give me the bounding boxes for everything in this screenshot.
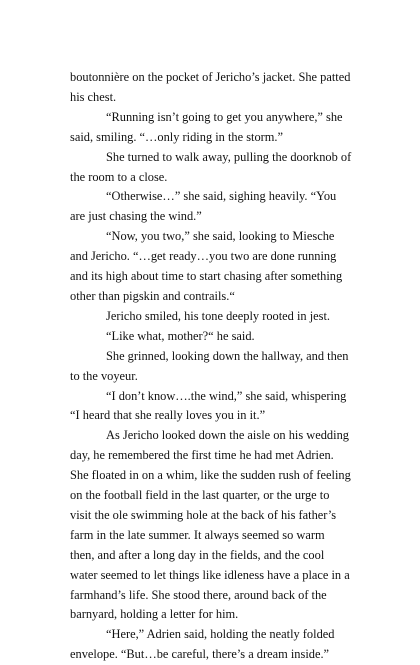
paragraph-4: “Otherwise…” she said, sighing heavily. “You are just chasing the wind.” xyxy=(70,189,337,224)
paragraph-1: boutonnière on the pocket of Jericho’s jacket. She patted his chest. xyxy=(70,70,351,104)
paragraph-6: Jericho smiled, his tone deeply rooted in jest. xyxy=(106,308,331,323)
paragraph-7: “Like what, mother?“ he said. xyxy=(106,328,255,343)
paragraph-2: “Running isn’t going to get you anywhere,” she said, smiling. “…only riding in the storm.” xyxy=(70,109,343,144)
paragraph-3: She turned to walk away, pulling the doorknob of the room to a close. xyxy=(70,149,352,184)
body-text xyxy=(70,68,352,665)
paragraph-9: “I don’t know….the wind,” she said, whispering “I heard that she really loves you in it.” xyxy=(70,388,347,423)
paragraph-11: “Here,” Adrien said, holding the neatly folded envelope. “But…be careful, there’s a dream inside.” xyxy=(70,627,335,662)
paragraph-10: As Jericho looked down the aisle on his wedding day, he remembered the first time he had met Adrien. She floated in on a whim, like the sudden rush of feeling on the football field in the last quarter, or the urge to visit the ole swimming hole at the back of his father’s farm in the late summer. It always seemed so warm then, and after a long day in the fields, and the cool water seemed to let things like idleness have a place in a farmhand’s life. She stood there, around back of the barnyard, holding a letter for him. xyxy=(70,428,351,622)
paragraph-5: “Now, you two,” she said, looking to Miesche and Jericho. “…get ready…you two are done running and its high about time to start chasing after something other than pigskin and contrails.“ xyxy=(70,229,343,303)
paragraph-8: She grinned, looking down the hallway, and then to the voyeur. xyxy=(70,348,349,383)
